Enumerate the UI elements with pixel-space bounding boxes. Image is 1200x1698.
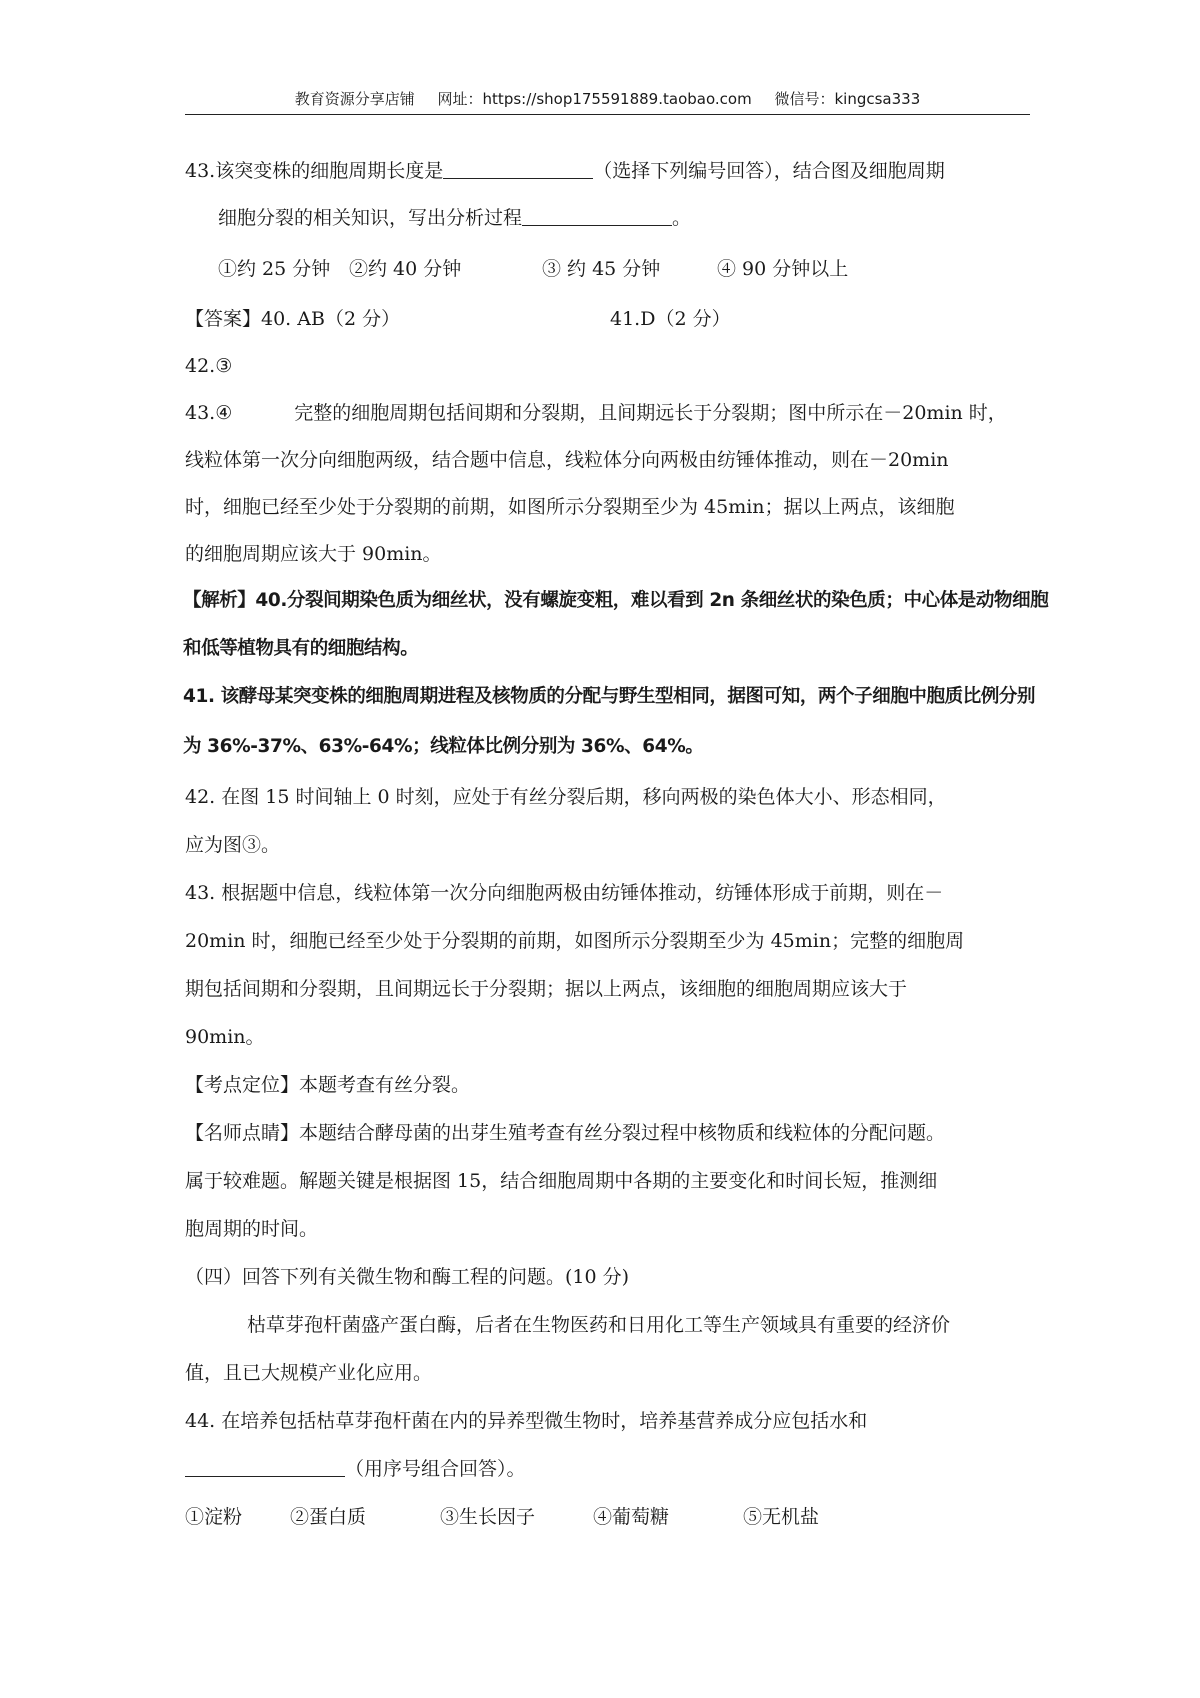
analysis-line8: 20min 时，细胞已经至少处于分裂期的前期，如图所示分裂期至少为 45min；完整的细胞周 bbox=[185, 930, 965, 952]
q44-option-2: ②蛋白质 bbox=[290, 1506, 367, 1528]
analysis-line2: 和低等植物具有的细胞结构。 bbox=[183, 638, 419, 659]
q43-options bbox=[218, 254, 1068, 284]
q43-line2: 细胞分裂的相关知识，写出分析过程 。 bbox=[218, 207, 692, 229]
answer-41: 41.D（2 分） bbox=[610, 308, 731, 330]
answer-43-line4: 的细胞周期应该大于 90min。 bbox=[185, 543, 442, 565]
analysis-line4: 为 36%-37%、63%-64%；线粒体比例分别为 36%、64%。 bbox=[183, 736, 704, 757]
header-site: 网址：https://shop175591889.taobao.com bbox=[437, 90, 752, 108]
analysis-line5: 42. 在图 15 时间轴上 0 时刻，应处于有丝分裂后期，移向两极的染色体大小、形态相同， bbox=[185, 786, 947, 808]
analysis-line1: 【解析】40.分裂间期染色质为细丝状，没有螺旋变粗，难以看到 2n 条细丝状的染色质；中心体是动物细胞 bbox=[183, 590, 1049, 611]
mingshi-line2: 属于较难题。解题关键是根据图 15，结合细胞周期中各期的主要变化和时间长短，推测细 bbox=[185, 1170, 938, 1192]
q44-option-5: ⑤无机盐 bbox=[743, 1506, 820, 1528]
answer-40: 【答案】40. AB（2 分） bbox=[185, 308, 401, 330]
answer-line bbox=[185, 304, 1035, 334]
analysis-line10: 90min。 bbox=[185, 1026, 265, 1048]
header-wechat: 微信号：kingcsa333 bbox=[774, 90, 921, 108]
answer-43-line2: 线粒体第一次分向细胞两级，结合题中信息，线粒体分向两极由纺锤体推动，则在－20min bbox=[185, 449, 949, 471]
q44-option-3: ③生长因子 bbox=[440, 1506, 536, 1528]
mingshi-line3: 胞周期的时间。 bbox=[185, 1218, 319, 1240]
answer-42: 42.③ bbox=[185, 355, 233, 377]
q44-options bbox=[185, 1502, 1035, 1532]
section4-title: （四）回答下列有关微生物和酶工程的问题。(10 分) bbox=[185, 1266, 630, 1288]
q43-line1: 43.该突变株的细胞周期长度是 （选择下列编号回答），结合图及细胞周期 bbox=[185, 160, 945, 182]
kaodian-line: 【考点定位】本题考查有丝分裂。 bbox=[185, 1074, 471, 1096]
section4-intro-line1: 枯草芽孢杆菌盛产蛋白酶，后者在生物医药和日用化工等生产领域具有重要的经济价 bbox=[247, 1314, 951, 1336]
answer-blank bbox=[185, 1456, 345, 1477]
analysis-line3: 41. 该酵母某突变株的细胞周期进程及核物质的分配与野生型相同，据图可知，两个子细胞中胞质比例分别 bbox=[183, 686, 1036, 707]
page-header bbox=[185, 84, 1030, 115]
q43-option-2: ②约 40 分钟 bbox=[349, 258, 462, 280]
q44-line2: （用序号组合回答）。 bbox=[185, 1454, 1035, 1484]
analysis-line7: 43. 根据题中信息，线粒体第一次分向细胞两极由纺锤体推动，纺锤体形成于前期，则在－ bbox=[185, 882, 944, 904]
section4-intro-line2: 值，且已大规模产业化应用。 bbox=[185, 1362, 433, 1384]
q43-option-3: ③ 约 45 分钟 bbox=[542, 258, 661, 280]
q44-option-1: ①淀粉 bbox=[185, 1506, 243, 1528]
q44-line1: 44. 在培养包括枯草芽孢杆菌在内的异养型微生物时，培养基营养成分应包括水和 bbox=[185, 1410, 868, 1432]
analysis-line6: 应为图③。 bbox=[185, 834, 281, 856]
answer-43-line1: 43.④ 完整的细胞周期包括间期和分裂期，且间期远长于分裂期；图中所示在－20min 时， bbox=[185, 402, 1007, 424]
q43-option-1: ①约 25 分钟 bbox=[218, 258, 331, 280]
header-store: 教育资源分享店铺 bbox=[294, 90, 415, 108]
q44-option-4: ④葡萄糖 bbox=[593, 1506, 670, 1528]
q43-option-4: ④ 90 分钟以上 bbox=[717, 258, 849, 280]
mingshi-line1: 【名师点睛】本题结合酵母菌的出芽生殖考查有丝分裂过程中核物质和线粒体的分配问题。 bbox=[185, 1122, 946, 1144]
analysis-line9: 期包括间期和分裂期，且间期远长于分裂期；据以上两点，该细胞的细胞周期应该大于 bbox=[185, 978, 908, 1000]
answer-43-line3: 时，细胞已经至少处于分裂期的前期，如图所示分裂期至少为 45min；据以上两点，该细胞 bbox=[185, 496, 955, 518]
answer-blank bbox=[443, 158, 593, 179]
answer-blank bbox=[522, 205, 672, 226]
